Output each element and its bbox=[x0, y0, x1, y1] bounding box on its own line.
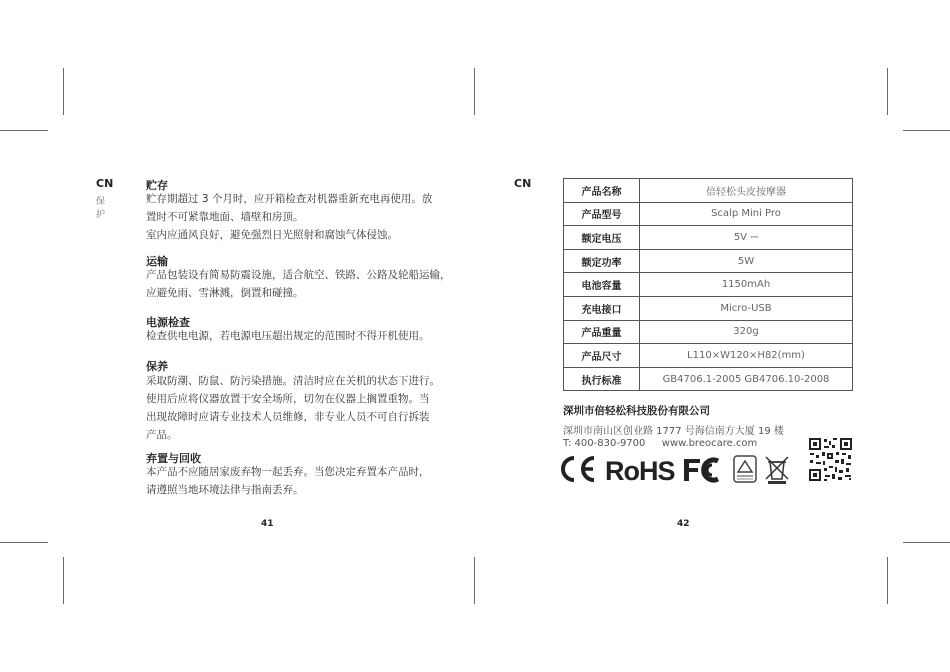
spec-value: 5V ⎓ bbox=[640, 226, 853, 250]
fcc-mark-icon bbox=[684, 459, 718, 481]
table-row bbox=[564, 320, 853, 344]
section-body-storage bbox=[146, 190, 446, 244]
crop-mark bbox=[63, 68, 64, 115]
crop-mark bbox=[903, 542, 950, 543]
text-line: 采取防潮、防鼠、防污染措施。清洁时应在关机的状态下进行。 bbox=[146, 375, 440, 387]
text-line: 置时不可紧靠地面、墙壁和房顶。 bbox=[146, 211, 304, 223]
website-link[interactable]: www.breocare.com bbox=[661, 438, 758, 449]
spec-value: 320g bbox=[640, 320, 853, 344]
table-row bbox=[564, 273, 853, 297]
section-title-disposal: 弃置与回收 bbox=[146, 452, 201, 465]
crop-mark bbox=[887, 557, 888, 604]
company-name: 深圳市倍轻松科技股份有限公司 bbox=[563, 405, 710, 417]
section-title-storage: 贮存 bbox=[146, 179, 168, 192]
spec-label: 执行标准 bbox=[564, 367, 640, 391]
section-body-maintenance bbox=[146, 372, 446, 444]
spec-value: L110×W120×H82(mm) bbox=[640, 344, 853, 368]
certification-logos bbox=[560, 454, 795, 484]
language-tag: CN bbox=[96, 177, 114, 190]
text-line: 使用后应将仪器放置于安全场所，切勿在仪器上搁置重物。当 bbox=[146, 393, 430, 405]
text-line: 室内应通风良好，避免强烈日光照射和腐蚀气体侵蚀。 bbox=[146, 229, 398, 241]
page-number: 42 bbox=[677, 519, 690, 529]
spec-label: 产品名称 bbox=[564, 179, 640, 203]
spec-label: 额定功率 bbox=[564, 249, 640, 273]
section-title-power-check: 电源检查 bbox=[146, 316, 190, 329]
safety-certification-icon bbox=[734, 456, 756, 482]
weee-bin-icon bbox=[766, 457, 788, 484]
table-row bbox=[564, 179, 853, 203]
spec-label: 产品尺寸 bbox=[564, 344, 640, 368]
table-row bbox=[564, 344, 853, 368]
text-line: 贮存期超过 3 个月时，应开箱检查对机器重新充电再使用。放 bbox=[146, 193, 433, 205]
language-tag: CN bbox=[514, 177, 532, 190]
table-row bbox=[564, 296, 853, 320]
spec-label: 产品重量 bbox=[564, 320, 640, 344]
crop-mark bbox=[474, 557, 475, 604]
crop-mark bbox=[0, 542, 48, 543]
crop-mark bbox=[474, 68, 475, 115]
text-line: 应避免雨、雪淋溅，倒置和碰撞。 bbox=[146, 287, 304, 299]
section-body-transport bbox=[146, 266, 451, 302]
crop-mark bbox=[903, 130, 950, 131]
page-number: 41 bbox=[261, 519, 274, 529]
company-address: 深圳市南山区创业路 1777 号海信南方大厦 19 楼 bbox=[563, 426, 784, 437]
spec-value: 5W bbox=[640, 249, 853, 273]
section-title-maintenance: 保养 bbox=[146, 360, 168, 373]
section-body-power-check bbox=[146, 327, 446, 345]
crop-mark bbox=[63, 557, 64, 604]
crop-mark bbox=[0, 130, 48, 131]
spec-value: 倍轻松头皮按摩器 bbox=[640, 179, 853, 203]
spec-value: GB4706.1-2005 GB4706.10-2008 bbox=[640, 367, 853, 391]
qr-code[interactable] bbox=[808, 437, 853, 482]
text-line: 出现故障时应请专业技术人员维修，非专业人员不可自行拆装 bbox=[146, 411, 430, 423]
phone-number: T: 400-830-9700 bbox=[563, 438, 646, 449]
rohs-mark-icon: RoHS bbox=[605, 456, 675, 484]
spec-value: Scalp Mini Pro bbox=[640, 202, 853, 226]
spec-table bbox=[563, 178, 853, 391]
table-row bbox=[564, 202, 853, 226]
section-title-transport: 运输 bbox=[146, 255, 168, 268]
spec-value: 1150mAh bbox=[640, 273, 853, 297]
spec-label: 额定电压 bbox=[564, 226, 640, 250]
crop-mark bbox=[887, 68, 888, 115]
spec-label: 电池容量 bbox=[564, 273, 640, 297]
ce-mark-icon bbox=[563, 458, 594, 480]
table-row bbox=[564, 249, 853, 273]
text-line: 产品包装设有简易防震设施，适合航空、铁路、公路及轮船运输， bbox=[146, 269, 451, 281]
side-section-label: 保 护 bbox=[96, 197, 106, 220]
spec-value: Micro-USB bbox=[640, 296, 853, 320]
text-line: 检查供电电源，若电源电压超出规定的范围时不得开机使用。 bbox=[146, 330, 430, 342]
spec-label: 产品型号 bbox=[564, 202, 640, 226]
text-line: 产品。 bbox=[146, 429, 178, 441]
text-line: 请遵照当地环境法律与指南丢弃。 bbox=[146, 484, 304, 496]
table-row bbox=[564, 226, 853, 250]
table-row bbox=[564, 367, 853, 391]
spec-label: 充电接口 bbox=[564, 296, 640, 320]
text-line: 本产品不应随居家废弃物一起丢弃。当您决定弃置本产品时， bbox=[146, 466, 430, 478]
section-body-disposal bbox=[146, 463, 446, 499]
contact-line bbox=[563, 438, 757, 449]
